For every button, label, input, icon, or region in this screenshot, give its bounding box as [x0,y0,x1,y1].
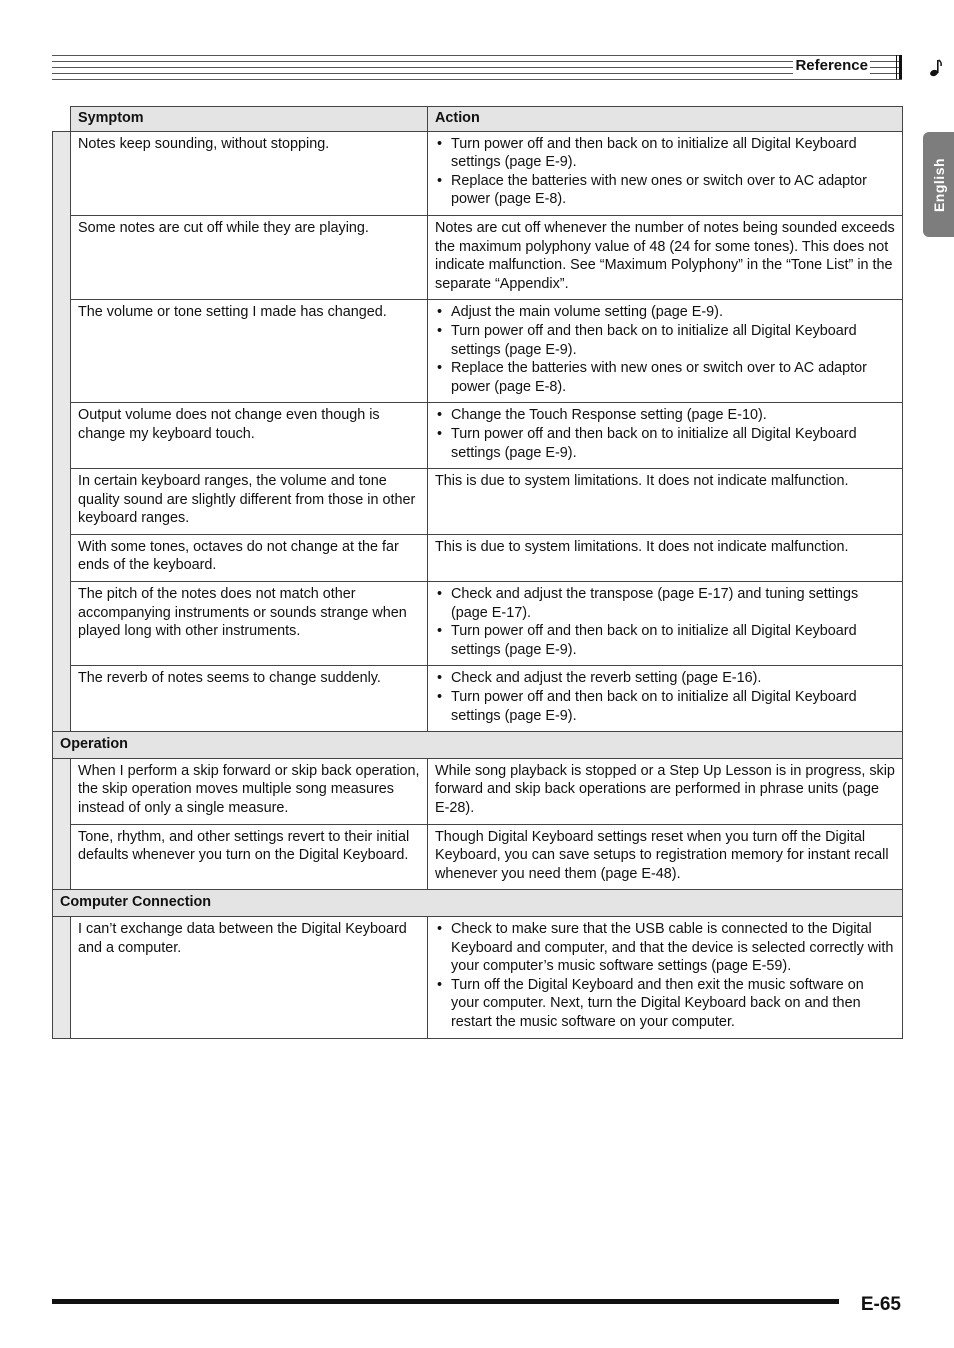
symptom-cell: When I perform a skip forward or skip back operation, the skip operation moves multiple song measures instead of only a single measure. [71,758,428,824]
table-row [53,758,903,824]
column-header-symptom: Symptom [71,107,428,132]
table-row [53,534,903,581]
music-note-icon [929,57,943,77]
symptom-cell: Some notes are cut off while they are playing. [71,215,428,299]
action-item: • Replace the batteries with new ones or switch over to AC adaptor power (page E-8). [435,359,895,396]
symptom-cell: Output volume does not change even though is change my keyboard touch. [71,403,428,469]
action-item: • Turn power off and then back on to initialize all Digital Keyboard settings (page E-9). [435,135,895,172]
action-item: • Turn off the Digital Keyboard and then exit the music software on your computer. Next, turn the Digital Keyboard back on and then restart the music software on your computer. [435,976,895,1032]
action-item: • Check and adjust the transpose (page E-17) and tuning settings (page E-17). [435,585,895,622]
troubleshooting-table [52,106,903,1039]
action-cell: This is due to system limitations. It does not indicate malfunction. [428,469,903,535]
section-heading-operation: Operation [53,732,903,759]
section-title: Reference [795,57,868,74]
table-row [53,469,903,535]
symptom-cell: The reverb of notes seems to change suddenly. [71,666,428,732]
action-cell: This is due to system limitations. It does not indicate malfunction. [428,534,903,581]
action-cell [428,916,903,1038]
action-item: • Adjust the main volume setting (page E-9). [435,303,895,322]
action-item: • Turn power off and then back on to initialize all Digital Keyboard settings (page E-9). [435,322,895,359]
table-row [53,666,903,732]
symptom-cell: Notes keep sounding, without stopping. [71,131,428,215]
symptom-cell: Tone, rhythm, and other settings revert to their initial defaults whenever you turn on the Digital Keyboard. [71,824,428,890]
action-cell: While song playback is stopped or a Step Up Lesson is in progress, skip forward and skip back operations are performed in phrase units (page E-28). [428,758,903,824]
table-row [53,300,903,403]
footer-rule [52,1299,839,1304]
column-header-action: Action [428,107,903,132]
action-item: • Turn power off and then back on to initialize all Digital Keyboard settings (page E-9). [435,425,895,462]
action-item: • Change the Touch Response setting (page E-10). [435,406,895,425]
action-item: • Check and adjust the reverb setting (page E-16). [435,669,895,688]
symptom-cell: In certain keyboard ranges, the volume and tone quality sound are slightly different from those in other keyboard ranges. [71,469,428,535]
action-cell [428,300,903,403]
table-header-row [53,107,903,132]
action-item: • Turn power off and then back on to initialize all Digital Keyboard settings (page E-9). [435,688,895,725]
symptom-cell: I can’t exchange data between the Digital Keyboard and a computer. [71,916,428,1038]
table-row [53,582,903,666]
action-cell: Notes are cut off whenever the number of notes being sounded exceeds the maximum polyphony value of 48 (24 for some tones). This does not indicate malfunction. See “Maximum Polyphony” in the “Tone List” in the separate “Appendix”. [428,215,903,299]
table-row [53,403,903,469]
action-item: • Replace the batteries with new ones or switch over to AC adaptor power (page E-8). [435,172,895,209]
symptom-cell: With some tones, octaves do not change at the far ends of the keyboard. [71,534,428,581]
action-item: • Check to make sure that the USB cable is connected to the Digital Keyboard and computer, and that the device is selected correctly with your computer’s music software settings (page E-59). [435,920,895,976]
language-tab [923,132,954,237]
action-cell [428,582,903,666]
action-cell: Though Digital Keyboard settings reset when you turn off the Digital Keyboard, you can save setups to registration memory for instant recall whenever you need them (page E-48). [428,824,903,890]
table-row [53,916,903,1038]
action-cell [428,131,903,215]
symptom-cell: The volume or tone setting I made has changed. [71,300,428,403]
section-header-row [53,890,903,917]
header-staff-lines [52,54,902,80]
action-cell [428,666,903,732]
language-tab-label: English [930,157,947,212]
table-row [53,131,903,215]
section-heading-computer-connection: Computer Connection [53,890,903,917]
section-header-row [53,732,903,759]
action-cell [428,403,903,469]
symptom-cell: The pitch of the notes does not match other accompanying instruments or sounds strange when played long with other instruments. [71,582,428,666]
action-item: • Turn power off and then back on to initialize all Digital Keyboard settings (page E-9). [435,622,895,659]
table-row [53,215,903,299]
page-number: E-65 [860,1294,901,1315]
table-row [53,824,903,890]
